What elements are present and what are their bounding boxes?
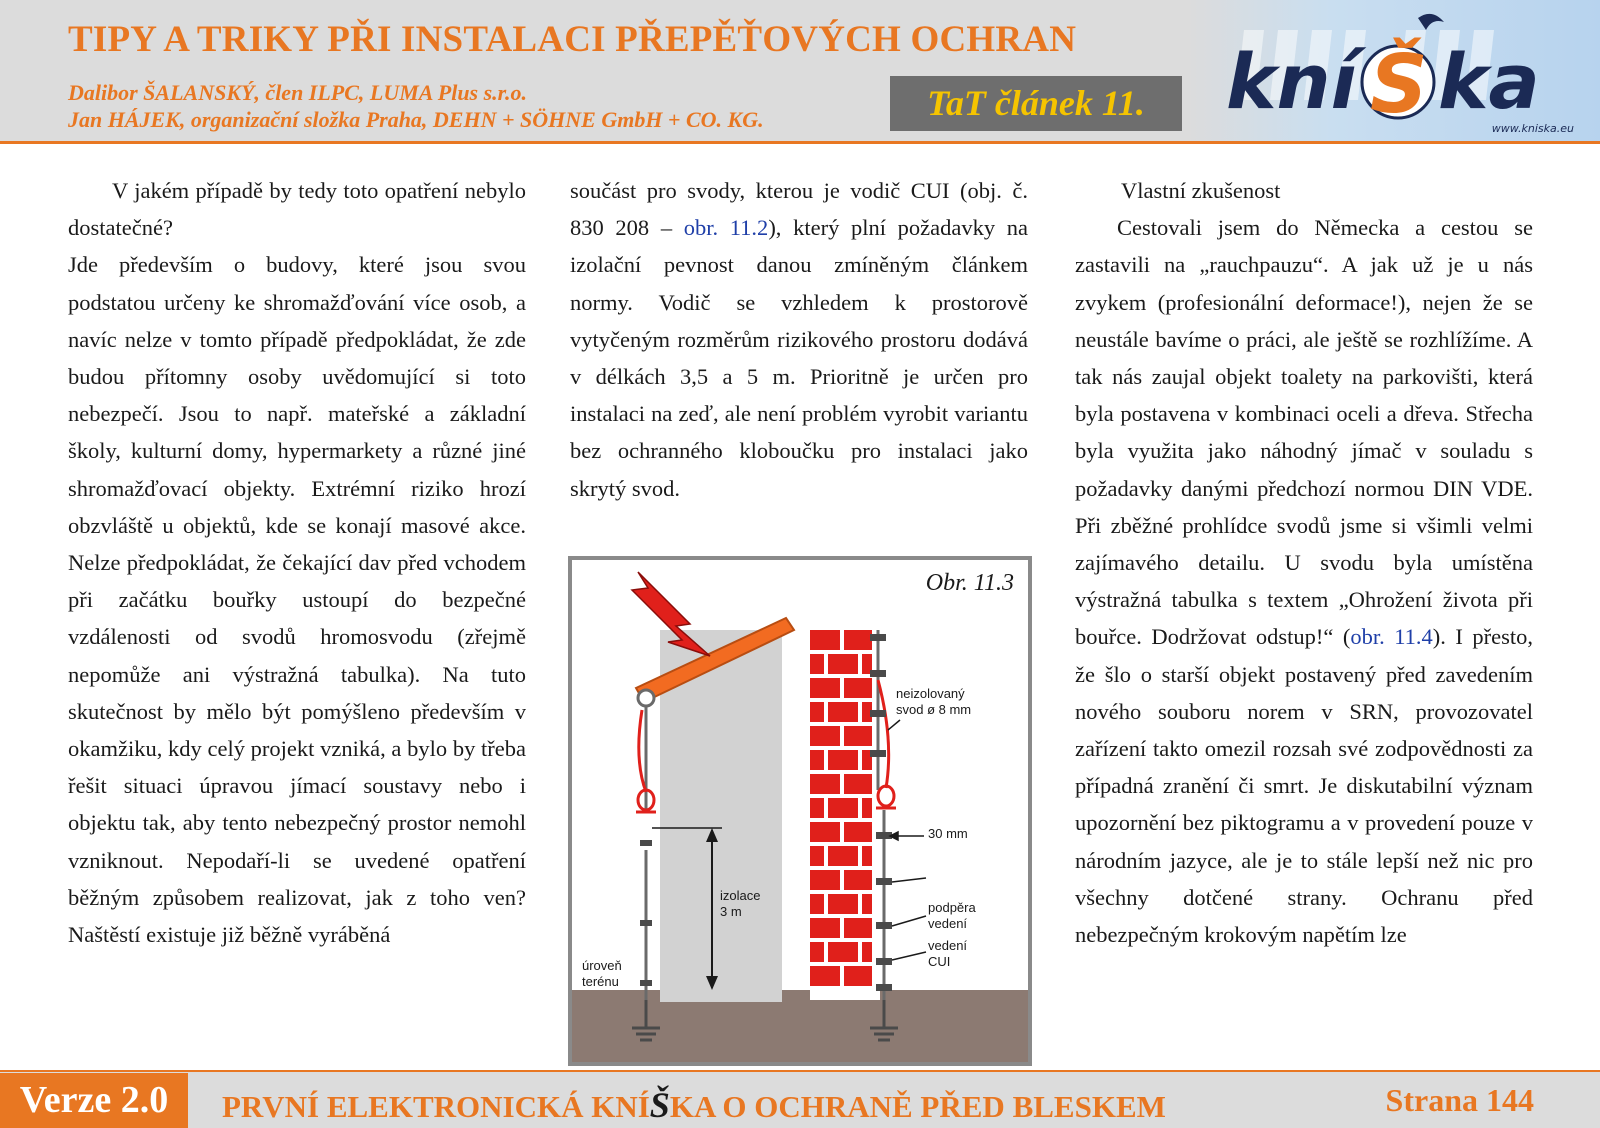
paragraph-buildings: Jde především o budovy, které jsou svou podstatou určeny ke shromažďování více osob, a navíc nelze v tomto případě předpokládat, že zde budou přítomny osoby uvědomující si toto nebezpečí. Jsou to např. mateřské a základní školy, kulturní domy, hypermarkety a různé jiné shromažďovací objekty. Extrémní riziko hrozí obzvláště u objektů, kde se konají masové akce. Nelze předpokládat, že čekající dav před vchodem při začátku bouřky ustoupí do bezpečné vzdálenosti od svodů hromosvodu (zřejmě nepomůže ani výstražná tabulka). Na tuto skutečnost by mělo být pomýšleno především v okamžiku, kdy celý projekt vzniká, a bylo by třeba řešit situaci úpravou jímací soustavy nebo i objektu tak, aby tento nebezpečný prostor nemohl vzniknout. Nepodaří-li se uvedené opatření běžným způsobem realizovat, jak z toho ven? Naštěstí existuje již běžně vyráběná: [68, 252, 526, 948]
label-30mm: 30 mm: [928, 826, 968, 841]
brick: [810, 654, 824, 674]
brick: [810, 966, 840, 986]
brick: [862, 942, 872, 962]
experience-text-before: Cestovali jsem do Německa a cestou se zastavili na „rauchpauzu“. A jak už je u nás zvykem (profesionální deformace!), nejen že se neustále bavíme o práci, ale ještě se rozhlížíme. A tak nás zaujal objekt toalety na parkovišti, která byla postavena v kombinaci oceli a dřeva. Střecha byla využita jako náhodný jímač v souladu s požadavky danými předchozí normou DIN VDE. Při zběžné prohlídce svodů jsme si všimli velmi zajímavého detailu. U svodu byla umístěna výstražná tabulka s textem „Ohrožení života při bouřce. Dodržovat odstup!“ (: [1075, 215, 1533, 650]
header-divider: [0, 141, 1600, 144]
experience-text-after: ). I přesto, že šlo o starší objekt postavený před zavedením nového souboru norem v SRN, provozovatel zařízení takto omezil rozsah své zodpovědnosti za případná zranění či smrt. Je diskutabilní význam upozornění bez piktogramu a v provedení pouze v národním jazyce, ale je to stále lepší než nic pro všechny dotčené strany. Ochranu před nebezpečným krokovým napětím lze: [1075, 624, 1533, 948]
brick: [828, 750, 858, 770]
text-column-3: [1075, 172, 1533, 953]
kniska-logo-graphic: [1186, 0, 1600, 141]
kniska-logo[interactable]: [1186, 0, 1600, 141]
left-conductor-clamp: [638, 690, 654, 706]
paragraph-experience: [1075, 209, 1533, 953]
brick: [810, 630, 840, 650]
paragraph-question: V jakém případě by tedy toto opatření nebylo dostatečné?: [68, 178, 526, 241]
brick: [862, 798, 872, 818]
figure-link-11-2[interactable]: obr. 11.2: [683, 215, 769, 241]
label-cui-conductor: vedení CUI: [928, 938, 968, 969]
paragraph-cui-conductor: [570, 172, 1028, 507]
leader-lines: [888, 720, 926, 960]
brick: [828, 702, 858, 722]
brick: [810, 894, 824, 914]
brick: [810, 822, 840, 842]
brick: [844, 870, 872, 890]
cui-text-after: ), který plní požadavky na izolační pevnost danou zmíněným článkem normy. Vodič se vzhledem k prostorově vytyčeným rozměrům rizikového prostoru dodává v délkách 3,5 a 5 m. Prioritně je určen pro instalaci na zeď, ale není problém vyrobit variantu bez ochranného kloboučku pro instalaci jako skrytý svod.: [570, 215, 1028, 501]
brick: [810, 726, 840, 746]
author-line-2: Jan HÁJEK, organizační složka Praha, DEHN + SÖHNE GmbH + CO. KG.: [68, 107, 764, 132]
brick: [844, 966, 872, 986]
brick: [828, 798, 858, 818]
brick: [844, 822, 872, 842]
label-support: podpěra vedení: [928, 900, 976, 931]
ground-band: [572, 990, 1028, 1062]
footer-title-right: KA O OCHRANĚ PŘED BLESKEM: [669, 1089, 1166, 1124]
figure-link-11-4[interactable]: obr. 11.4: [1350, 624, 1433, 650]
logo-text-right: ka: [1438, 37, 1540, 126]
brick: [810, 846, 824, 866]
logo-text-mid: Š: [1370, 38, 1428, 131]
logo-url[interactable]: www.kniska.eu: [1491, 122, 1574, 135]
footer-book-title: [222, 1084, 1166, 1126]
brick: [844, 630, 872, 650]
page-number: Strana 144: [1385, 1082, 1534, 1118]
brick: [810, 702, 824, 722]
brick: [828, 654, 858, 674]
brick: [810, 678, 840, 698]
brick: [810, 798, 824, 818]
brick: [844, 918, 872, 938]
footer-title-mid: Š: [649, 1085, 670, 1125]
brick: [810, 750, 824, 770]
brick: [844, 726, 872, 746]
figure-11-3-illustration: [572, 560, 1028, 1062]
label-insulation-3m: izolace 3 m: [720, 888, 761, 919]
figure-11-3: [568, 556, 1032, 1066]
brick: [828, 942, 858, 962]
logo-text-left: kní: [1226, 37, 1357, 126]
brick: [844, 774, 872, 794]
text-column-2: [570, 172, 1028, 507]
version-badge: Verze 2.0: [0, 1073, 188, 1128]
author-line-1: Dalibor ŠALANSKÝ, člen ILPC, LUMA Plus s.r.o.: [68, 80, 528, 105]
article-badge: [890, 76, 1182, 131]
text-column-1: [68, 172, 526, 953]
brick: [862, 846, 872, 866]
footer-title-left: PRVNÍ ELEKTRONICKÁ KNÍ: [222, 1089, 650, 1124]
label-ground-level: úroveň terénu: [582, 958, 622, 989]
cui-text-before: součást pro svody, kterou je vodič CUI (obj. č. 830 208 –: [570, 178, 1028, 241]
brick: [810, 918, 840, 938]
section-heading-own-experience: Vlastní zkušenost: [1121, 178, 1281, 203]
brick: [862, 894, 872, 914]
article-badge-label: TaT článek 11.: [927, 83, 1145, 123]
brick: [810, 774, 840, 794]
brick: [828, 846, 858, 866]
brick: [844, 678, 872, 698]
label-uninsulated-conductor: neizolovaný svod ø 8 mm: [896, 686, 972, 717]
brick: [828, 894, 858, 914]
figure-label: Obr. 11.3: [925, 570, 1014, 596]
page-title: TIPY A TRIKY PŘI INSTALACI PŘEPĚŤOVÝCH OCHRAN: [68, 19, 1077, 60]
brick: [810, 870, 840, 890]
brick: [810, 942, 824, 962]
